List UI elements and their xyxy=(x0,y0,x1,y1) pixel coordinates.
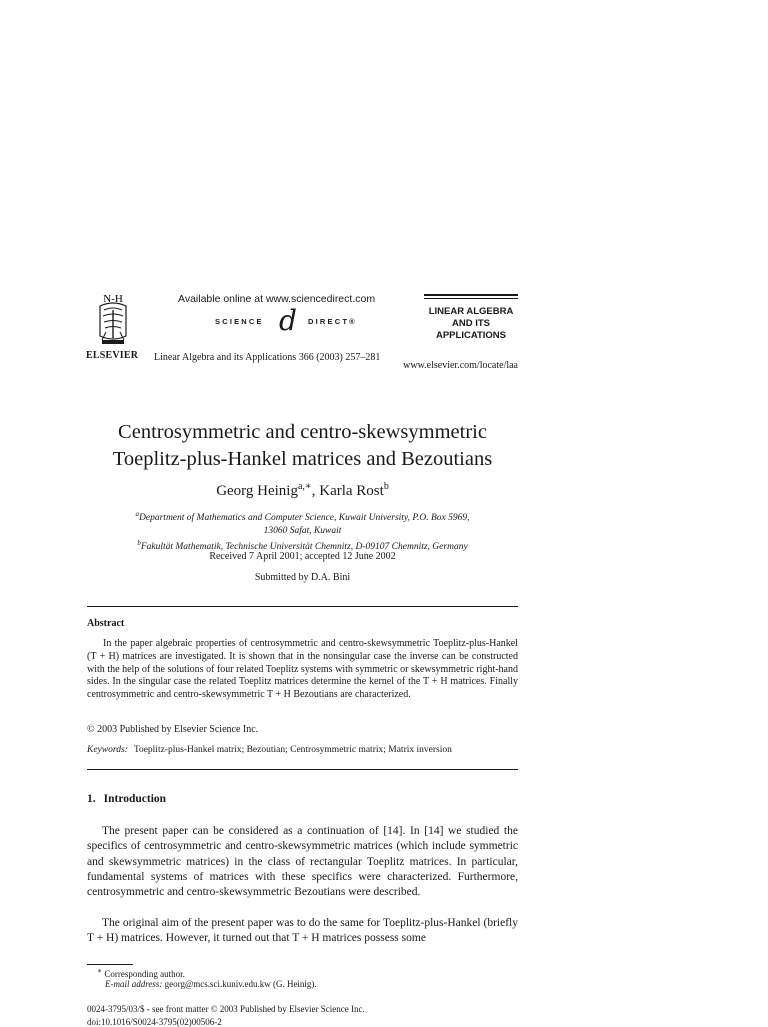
journal-citation: Linear Algebra and its Applications 366 (2003) 257–281 xyxy=(154,352,381,363)
affiliation-text: Fakultät Mathematik, Technische Universität Chemnitz, D-09107 Chemnitz, Germany xyxy=(140,542,468,553)
paper-title-line: Centrosymmetric and centro-skewsymmetric xyxy=(118,421,487,443)
keywords-label: Keywords: xyxy=(87,745,128,755)
publisher-name: ELSEVIER xyxy=(86,350,139,361)
affiliation-a xyxy=(110,508,495,525)
paper-title-line: Toeplitz-plus-Hankel matrices and Bezoutians xyxy=(112,447,493,470)
journal-name-line: AND ITS xyxy=(452,317,490,329)
author-separator: , xyxy=(311,483,320,499)
paper-title xyxy=(60,419,545,472)
affiliation-mark: a xyxy=(135,510,140,518)
section-heading xyxy=(87,793,166,805)
author-affiliation-marks: a,∗ xyxy=(297,481,312,492)
abstract-text: In the paper algebraic properties of centrosymmetric and centro-skewsymmetric Toeplitz-plus-Hankel (T + H) matrices are investigated. It is shown that in the nonsingular case the inverse can be constructed with the help of the solutions of four related Toeplitz systems with symmetric or skewsymmetric right-hand sides. In the singular case the related Toeplitz matrices determine the kernel of the T + H matrices. Finally centrosymmetric and centro-skewsymmetric T + H Bezoutians are characterized. xyxy=(87,638,518,701)
footnote-rule xyxy=(87,964,133,965)
doi-line[interactable]: doi:10.1016/S0024-3795(02)00506-2 xyxy=(87,1017,222,1027)
submitted-by: Submitted by D.A. Bini xyxy=(254,572,351,583)
sciencedirect-logo[interactable] xyxy=(215,304,385,337)
author-list xyxy=(60,481,545,500)
sciencedirect-left: SCIENCE xyxy=(215,317,264,326)
footnote-corresponding xyxy=(97,966,185,979)
journal-url-link[interactable]: www.elsevier.com/locate/laa xyxy=(403,360,518,371)
author-name: Karla Rost xyxy=(319,483,384,499)
journal-name-line: APPLICATIONS xyxy=(435,329,507,341)
footnote-mark: ∗ xyxy=(97,966,103,975)
body-paragraph: The present paper can be considered as a continuation of [14]. In [14] we studied the specifics of centrosymmetric and centro-skewsymmetric matrices (which include symmetric and skewsymmetric matrices) in the class of rectangular Toeplitz matrices. In particular, fundamental systems of matrices with these specifics were characterized. Furthermore, centrosymmetric and centro-skewsymmetric Bezoutians were described. xyxy=(87,825,518,899)
body-paragraph: The original aim of the present paper was to do the same for Toeplitz-plus-Hankel (briefly T + H) matrices. However, it turned out that T + H matrices possess some xyxy=(87,917,518,945)
author-affiliation-marks: b xyxy=(383,481,389,492)
author-name: Georg Heinig xyxy=(216,483,298,499)
journal-rule xyxy=(424,298,518,299)
section-number: 1. xyxy=(87,793,96,805)
abstract-bottom-rule xyxy=(87,769,518,770)
issn-line: 0024-3795/03/$ - see front matter © 2003 Published by Elsevier Science Inc. xyxy=(87,1004,365,1014)
keywords-list: Toeplitz-plus-Hankel matrix; Bezoutian; Centrosymmetric matrix; Matrix inversion xyxy=(133,745,452,755)
journal-rule xyxy=(424,294,518,296)
sciencedirect-at-mark: d xyxy=(279,304,297,337)
affiliations xyxy=(110,508,495,554)
abstract-heading: Abstract xyxy=(87,618,125,629)
email-address[interactable]: georg@mcs.sci.kuniv.edu.kw (G. Heinig). xyxy=(164,979,317,989)
affiliation-a-cont: 13060 Safat, Kuwait xyxy=(263,525,342,536)
publisher-monogram: N-H xyxy=(103,293,123,305)
journal-name-block xyxy=(424,306,518,341)
section-title: Introduction xyxy=(103,793,167,805)
affiliation-text: Department of Mathematics and Computer Science, Kuwait University, P.O. Box 5969, xyxy=(139,513,470,524)
affiliation-mark: b xyxy=(137,539,141,548)
footnote-text: Corresponding author. xyxy=(104,969,185,979)
sciencedirect-right: DIRECT® xyxy=(308,317,357,326)
elsevier-tree-logo xyxy=(90,292,136,358)
abstract-copyright: © 2003 Published by Elsevier Science Inc. xyxy=(87,724,259,735)
abstract-top-rule xyxy=(87,606,518,607)
email-label: E-mail address: xyxy=(105,979,163,989)
available-online-link[interactable]: Available online at www.sciencedirect.com xyxy=(178,293,376,305)
received-dates: Received 7 April 2001; accepted 12 June 2002 xyxy=(209,551,396,562)
keywords-line xyxy=(87,745,452,755)
footnote-email xyxy=(105,979,317,989)
journal-name-line: LINEAR ALGEBRA xyxy=(428,306,514,317)
